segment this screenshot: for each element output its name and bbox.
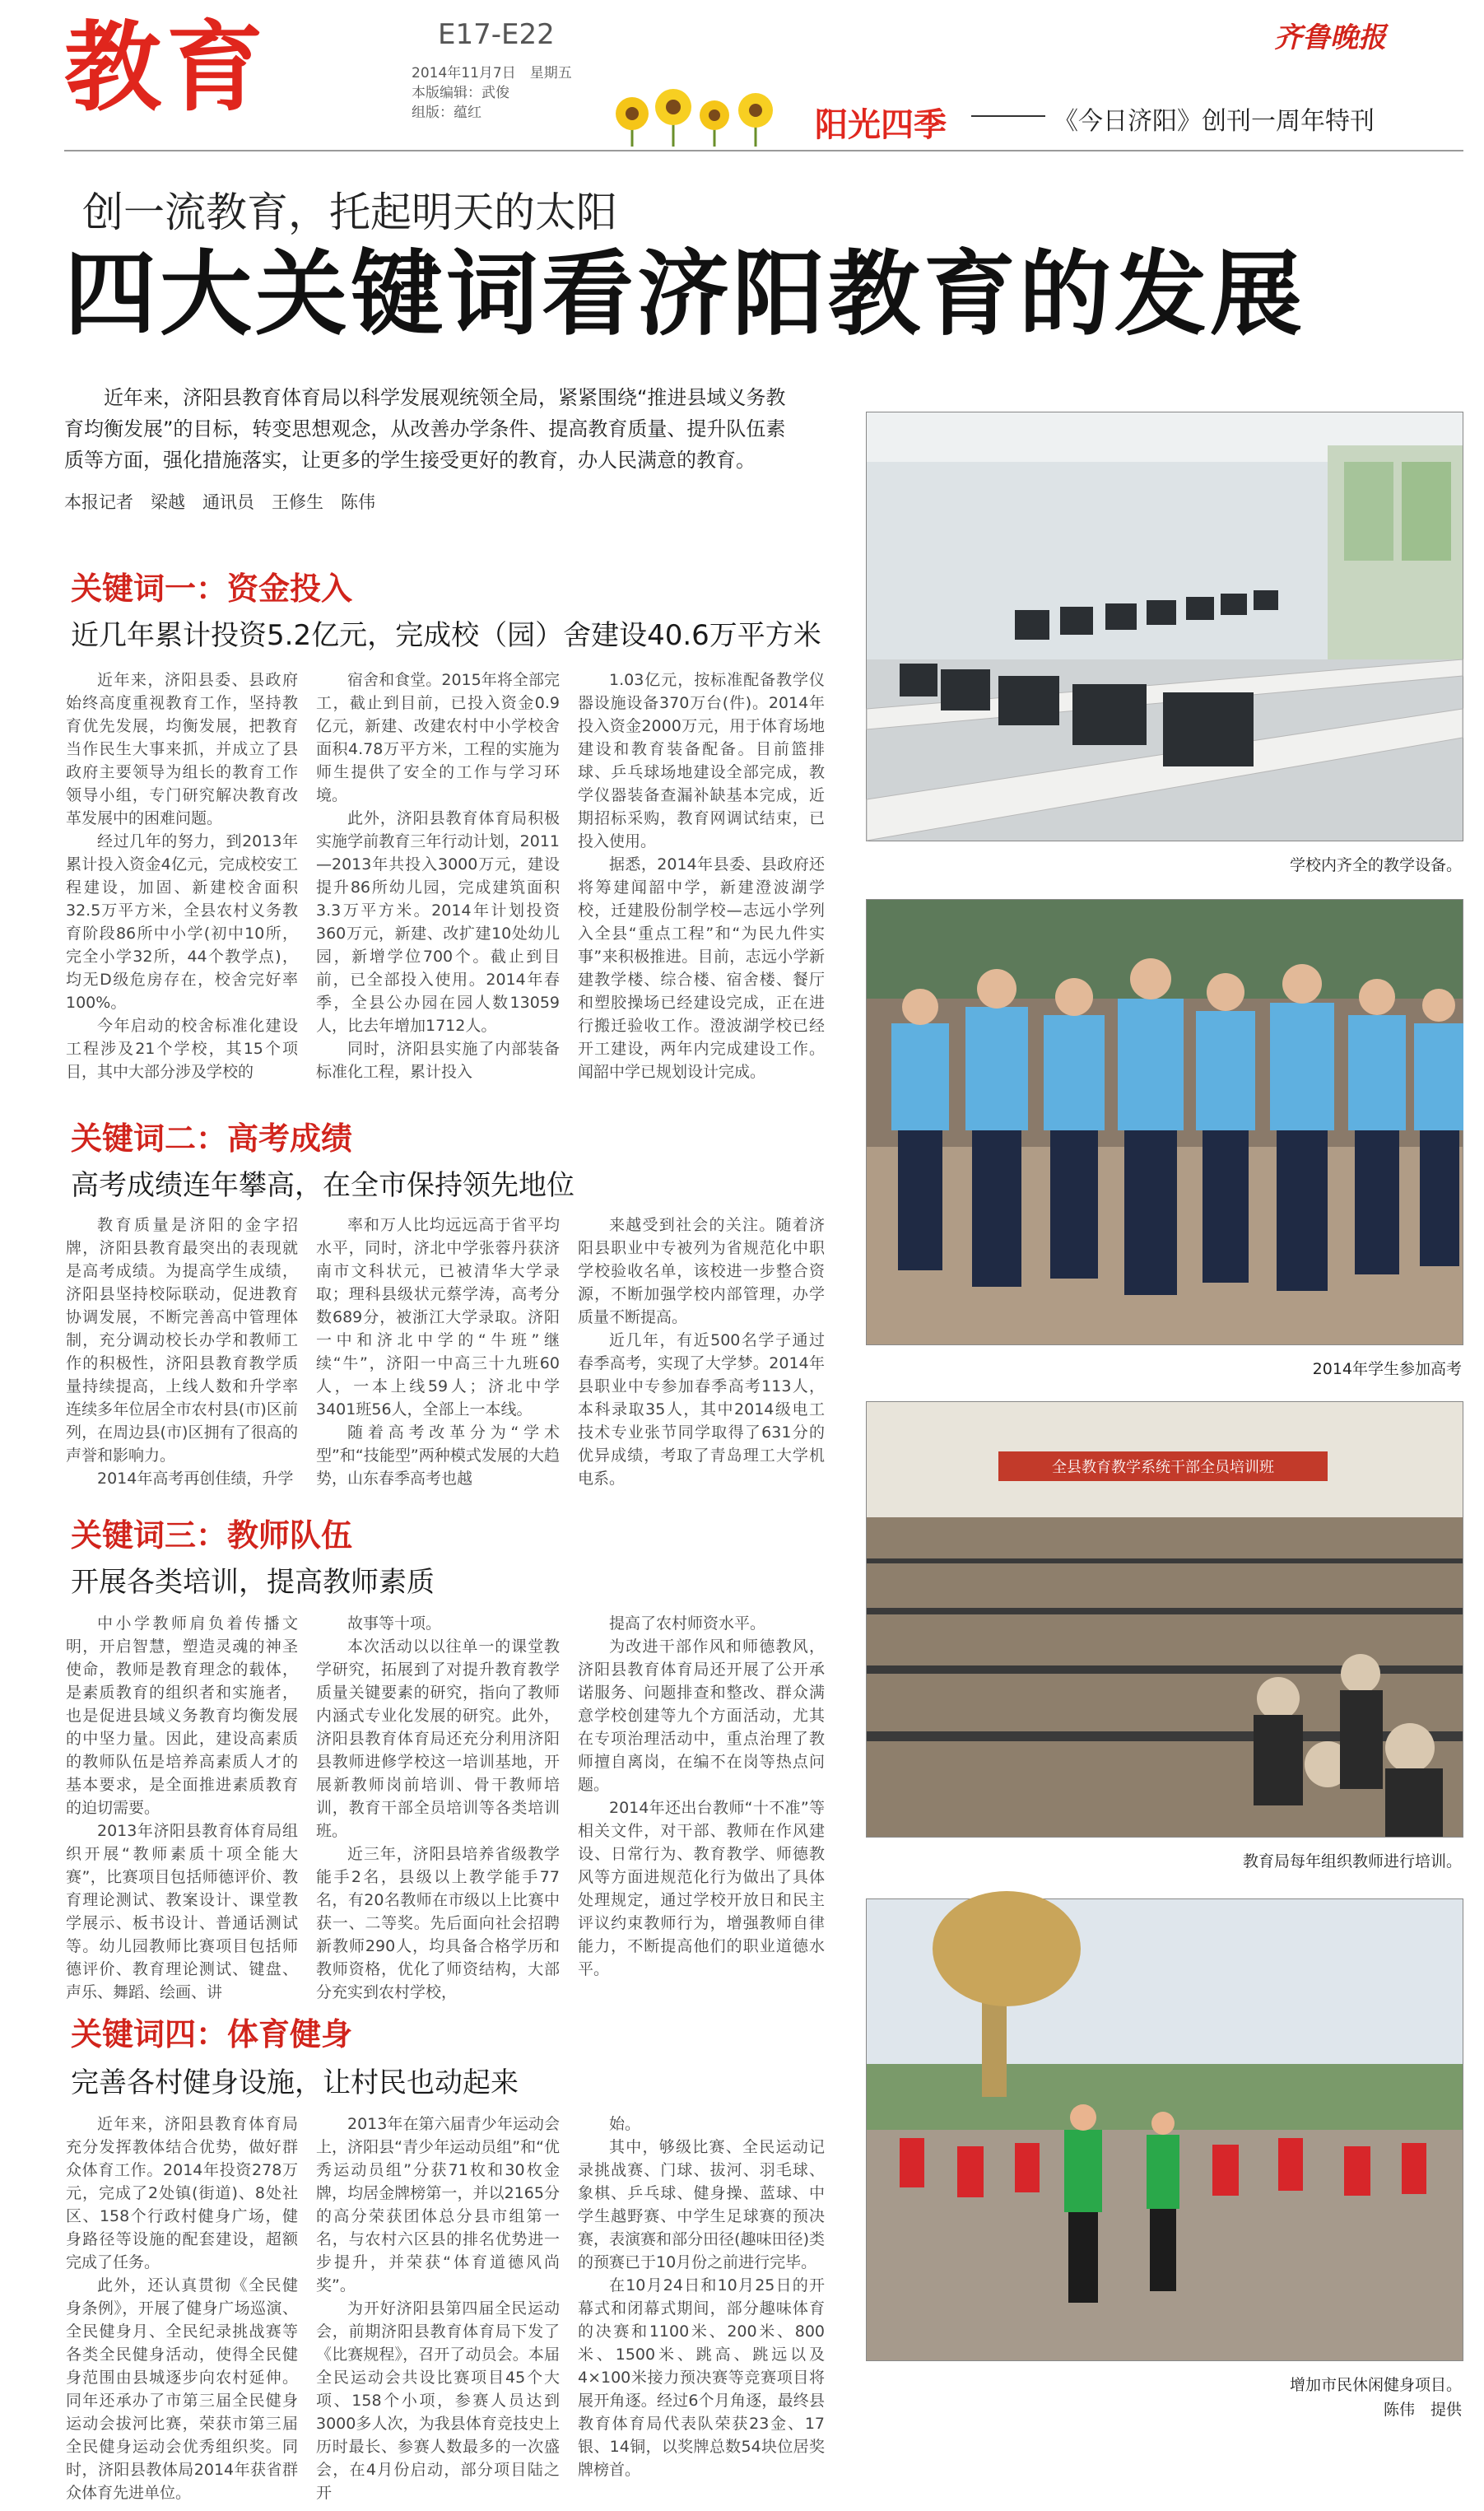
article-lead: 近年来，济阳县教育体育局以科学发展观统领全局，紧紧围绕“推进县域义务教育均衡发展”的目标，转变思想观念，从改善办学条件、提高教育质量、提升队伍素质等方面，强化措施落实，让更多的学生接受更好的教育，办人民满意的教育。 xyxy=(64,386,786,472)
article-column xyxy=(316,669,560,1111)
paragraph: 教育质量是济阳的金字招牌，济阳县教育最突出的表现就是高考成绩。为提高学生成绩，济阳县坚持校际联动，促进教育协调发展，不断完善高中管理体制，充分调动校长办学和教师工作的积极性，济阳县教育教学质量持续提高，上线人数和升学率连续多年位居全市农村县(市)区前列，在周边县(市)区拥有了很高的声誉和影响力。 xyxy=(66,1216,298,1465)
photo-caption: 教育局每年组织教师进行培训。 xyxy=(1242,1852,1462,1870)
photo-classroom xyxy=(866,412,1463,841)
paragraph: 此外，还认真贯彻《全民健身条例》，开展了健身广场巡演、全民健身月、全民纪录挑战赛等各类全民健身活动，使得全民健身范围由县城逐步向农村延伸。同年还承办了市第三届全民健身运动会拔河比赛，荣获市第三届全民健身运动会优秀组织奖。同时，济阳县教体局2014年获省群众体育先进单位。 xyxy=(66,2276,298,2502)
issue-date: 2014年11月7日 星期五 xyxy=(412,65,572,82)
paragraph: 近三年，济阳县培养省级教学能手2名，县级以上教学能手77名，有20名教师在市级以上比赛中获一、二等奖。先后面向社会招聘新教师290人，均具备合格学历和教师资格，优化了师资结构，大部分充实到农村学校， xyxy=(316,1845,560,2001)
article-title: 四大关键词看济阳教育的发展 xyxy=(64,241,1305,348)
article-column xyxy=(316,1612,560,2015)
paragraph: 提高了农村师资水平。 xyxy=(609,1614,766,1633)
classroom-computers-image xyxy=(867,412,1463,841)
special-issue-title: 阳光四季 xyxy=(815,106,947,144)
special-issue-subtitle: 《今日济阳》创刊一周年特刊 xyxy=(1054,107,1375,136)
section-heading: 开展各类培训，提高教师素质 xyxy=(71,1566,435,1599)
paragraph: 其中，够级比赛、全民运动记录挑战赛、门球、拔河、羽毛球、象棋、乒乓球、健身操、蓝球、中学生越野赛、中学生足球赛的预决赛，表演赛和部分田径(趣味田径)类的预赛已于10月份之前进行完毕。 xyxy=(578,2138,825,2271)
paragraph: 此外，济阳县教育体育局积极实施学前教育三年行动计划，2011—2013年共投入3000万元，建设提升86所幼儿园，完成建筑面积3.3万平方米。2014年计划投资360万元，新建、改扩建10处幼儿园，新增学位700个。截止到目前，已全部投入使用。2014年春季，全县公办园在园人数13059人，比去年增加1712人。 xyxy=(316,809,560,1035)
photo-students xyxy=(866,899,1463,1345)
paragraph: 经过几年的努力，到2013年累计投入资金4亿元，完成校安工程建设，加固、新建校舍面积32.5万平方米，全县农村义务教育阶段86所中小学(初中10所，完全小学32所，44个教学点)，均无D级危房存在，校舍完好率100%。 xyxy=(66,832,298,1012)
paragraph: 故事等十项。 xyxy=(347,1614,442,1633)
article-column xyxy=(66,669,298,1111)
photo-dancing xyxy=(866,1898,1463,2361)
paragraph: 2014年高考再创佳绩，升学 xyxy=(97,1470,294,1488)
article-column xyxy=(66,2113,298,2502)
keyword-heading: 关键词三：教师队伍 xyxy=(71,1517,353,1554)
paragraph: 2013年济阳县教育体育局组织开展“教师素质十项全能大赛”，比赛项目包括师德评价、教育理论测试、教案设计、课堂教学展示、板书设计、普通话测试等。幼儿园教师比赛项目包括师德评价、教育理论测试、键盘、声乐、舞蹈、绘画、讲 xyxy=(66,1822,298,2001)
article-column xyxy=(316,2113,560,2502)
paragraph: 近年来，济阳县教育体育局充分发挥教体结合优势，做好群众体育工作。2014年投资278万元，完成了2处镇(街道)、8处社区、158个行政村健身广场，健身路径等设施的配套建设，超额完成了任务。 xyxy=(66,2115,298,2271)
paragraph: 近几年，有近500名学子通过春季高考，实现了大学梦。2014年县职业中专参加春季高考113人，本科录取35人，其中2014级电工技术专业张节同学取得了631分的优异成绩，考取了青岛理工大学机电系。 xyxy=(578,1331,825,1488)
article-column xyxy=(578,2113,825,2491)
article-subtitle: 创一流教育，托起明天的太阳 xyxy=(82,189,617,236)
paragraph: 中小学教师肩负着传播文明，开启智慧，塑造灵魂的神圣使命，教师是教育理念的载体，是素质教育的组织者和实施者，也是促进县域义务教育均衡发展的中坚力量。因此，建设高素质的教师队伍是培养高素质人才的基本要求，是全面推进素质教育的迫切需要。 xyxy=(66,1614,298,1817)
paragraph: 今年启动的校舍标准化建设工程涉及21个学校，其15个项目，其中大部分涉及学校的 xyxy=(66,1017,298,1081)
keyword-heading: 关键词四：体育健身 xyxy=(71,2016,353,2052)
sunflower-decoration-icon xyxy=(607,72,789,147)
keyword-heading: 关键词二：高考成绩 xyxy=(71,1120,353,1157)
paragraph: 宿舍和食堂。2015年将全部完工，截止到目前，已投入资金0.9亿元，新建、改建农村中小学校舍面积4.78万平方米，工程的实施为师生提供了安全的工作与学习环境。 xyxy=(316,671,560,804)
title-dash xyxy=(971,115,1045,117)
paragraph: 本次活动以以往单一的课堂教学研究，拓展到了对提升教育教学质量关键要素的研究，指向了教师内涵式专业化发展的研究。此外，济阳县教育体育局还充分利用济阳县教师进修学校这一培训基地，开展新教师岗前培训、骨干教师培训，教育干部全员培训等各类培训班。 xyxy=(316,1638,560,1840)
paragraph: 近年来，济阳县委、县政府始终高度重视教育工作，坚持教育优先发展，均衡发展，把教育当作民生大事来抓，并成立了县政府主要领导为组长的教育工作领导小组，专门研究解决教育改革发展中的困难问题。 xyxy=(66,671,298,827)
training-banner-text: 全县教育教学系统干部全员培训班 xyxy=(1052,1459,1274,1476)
section-heading: 近几年累计投资5.2亿元，完成校（园）舍建设40.6万平方米 xyxy=(71,619,821,652)
layout-credit: 组版：蕴红 xyxy=(412,105,481,121)
newspaper-logo: 齐鲁晚报 xyxy=(1274,21,1386,54)
paragraph: 为改进干部作风和师德教风，济阳县教育体育局还开展了公开承诺服务、问题排查和整改、群众满意学校创建等九个方面活动，尤其在专项治理活动中，重点治理了教师擅自离岗，在编不在岗等热点问题。 xyxy=(578,1638,825,1794)
paragraph: 2014年还出台教师“十不准”等相关文件，对干部、教师在作风建设、日常行为、教育教学、师德教风等方面进规范化行为做出了具体处理规定，通过学校开放日和民主评议约束教师行为，增强教师自律能力，不断提高他们的职业道德水平。 xyxy=(578,1799,825,1978)
teacher-training-image xyxy=(867,1402,1463,1837)
photo-caption: 2014年学生参加高考 xyxy=(1312,1360,1462,1378)
photo-credit: 陈伟 提供 xyxy=(1383,2401,1462,2419)
paragraph: 据悉，2014年县委、县政府还将筹建闻韶中学，新建澄波湖学校，迁建股份制学校—志远小学列入全县“重点工程”和“为民九件实事”来积极推进。目前，志远小学新建教学楼、综合楼、宿舍楼、餐厅和塑胶操场已经建设完成，正在进行搬迁验收工作。澄波湖学校已经开工建设，两年内完成建设工作。闻韶中学已规划设计完成。 xyxy=(578,855,825,1081)
article-column xyxy=(578,669,825,1111)
paragraph: 随着高考改革分为“学术型”和“技能型”两种模式发展的大趋势，山东春季高考也越 xyxy=(316,1423,560,1488)
paragraph: 在10月24日和10月25日的开幕式和闭幕式期间，部分趣味体育的决赛和1100米、200米、800米、1500米、跳高、跳远以及4×100米接力预决赛等竞赛项目将展开角逐。经过6个月角逐，最终县教育体育局代表队荣获23金、17银、14铜，以奖牌总数54块位居奖牌榜首。 xyxy=(578,2276,825,2479)
paragraph: 同时，济阳县实施了内部装备标准化工程，累计投入 xyxy=(316,1040,560,1081)
paragraph: 来越受到社会的关注。随着济阳县职业中专被列为省规范化中职学校验收名单，该校进一步整合资源，不断加强学校内部管理，办学质量不断提高。 xyxy=(578,1216,825,1326)
article-column xyxy=(578,1214,825,1516)
keyword-heading: 关键词一：资金投入 xyxy=(71,571,353,607)
header-divider xyxy=(64,150,1463,151)
section-name: 教育 xyxy=(64,10,269,124)
editor-credit: 本版编辑：武俊 xyxy=(412,85,509,101)
paragraph: 率和万人比均远远高于省平均水平，同时，济北中学张蓉丹获济南市文科状元，已被清华大学录取；理科县级状元蔡学涛，高考分数689分，被浙江大学录取。济阳一中和济北中学的“牛班”继续“牛”，济阳一中高三十九班60人，一本上线59人；济北中学3401班56人，全部上一本线。 xyxy=(316,1216,560,1419)
paragraph: 始。 xyxy=(609,2115,641,2133)
students-walking-image xyxy=(867,900,1463,1344)
square-dancing-image xyxy=(867,1899,1463,2360)
article-column xyxy=(316,1214,560,1516)
article-column xyxy=(578,1612,825,2015)
article-column xyxy=(66,1612,298,2015)
photo-caption: 增加市民休闲健身项目。 xyxy=(1289,2376,1462,2394)
page-range: E17-E22 xyxy=(438,18,555,51)
article-column xyxy=(66,1214,298,1516)
section-heading: 高考成绩连年攀高，在全市保持领先地位 xyxy=(71,1169,575,1202)
paragraph: 1.03亿元，按标准配备教学仪器设施设备370万台(件)。2014年投入资金2000万元，用于体育场地建设和教育装备配备。目前篮排球、乒乓球场地建设全部完成，教学仪器装备查漏补缺基本完成，近期招标采购，教育网调试结束，已投入使用。 xyxy=(578,671,825,850)
photo-training xyxy=(866,1401,1463,1838)
byline: 本报记者 梁越 通讯员 王修生 陈伟 xyxy=(64,492,375,512)
paragraph: 为开好济阳县第四届全民运动会，前期济阳县教育体育局下发了《比赛规程》，召开了动员会。本届全民运动会共设比赛项目45个大项、158个小项，参赛人员达到3000多人次，为我县体育竞技史上历时最长、参赛人数最多的一次盛会，在4月份启动，部分项目陆之开 xyxy=(316,2299,560,2502)
photo-caption: 学校内齐全的教学设备。 xyxy=(1289,856,1462,874)
section-heading: 完善各村健身设施，让村民也动起来 xyxy=(71,2066,519,2099)
paragraph: 2013年在第六届青少年运动会上，济阳县“青少年运动员组”和“优秀运动员组”分获71枚和30枚金牌，均居金牌榜第一，并以2165分的高分荣获团体总分县市组第一名，与农村六区县的排名优势进一步提升，并荣获“体育道德风尚奖”。 xyxy=(316,2115,560,2294)
